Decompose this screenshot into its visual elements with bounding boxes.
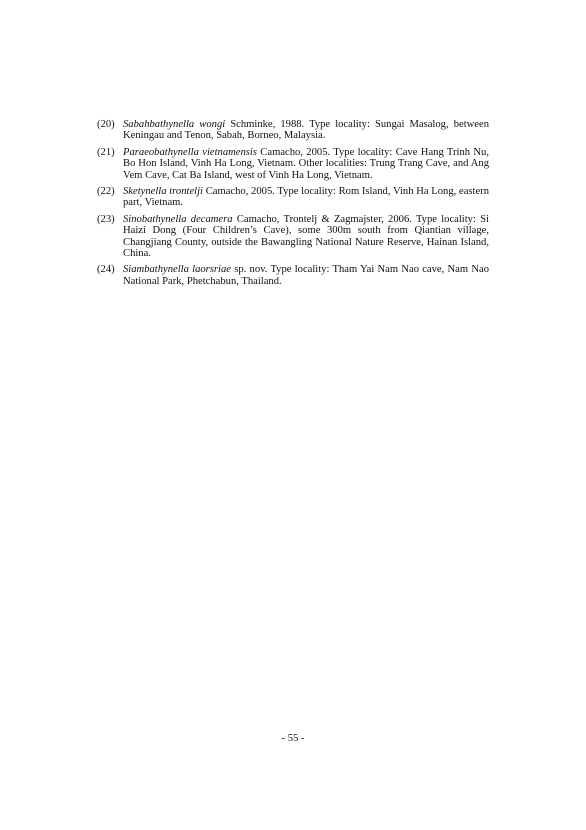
species-name: Sketynella trontelji — [123, 186, 203, 198]
list-item — [97, 147, 489, 181]
entry-number: (22) — [97, 186, 115, 198]
list-item — [97, 119, 489, 142]
entry-description: Camacho, Trontelj & Zagmajster, 2006. Type locality: Si Haizi Dong (Four Children’s Cave), some 300m south from Qiantian village, Changjiang County, outside the Bawangling National Nature Reserve, Hainan Island, China. — [123, 213, 489, 260]
entry-number: (21) — [97, 146, 115, 158]
entry-text — [123, 186, 489, 209]
list-item — [97, 214, 489, 260]
species-name: Sabahbathynella wongi — [123, 119, 226, 130]
entry-description: Schminke, 1988. Type locality: Sungai Masalog, between Keningau and Tenon, Sabah, Borneo, Malaysia. — [123, 119, 489, 142]
entry-number: (20) — [97, 119, 115, 130]
entry-description: Camacho, 2005. Type locality: Rom Island, Vinh Ha Long, eastern part, Vietnam. — [123, 186, 489, 209]
entry-number: (24) — [97, 264, 115, 276]
page-number: - 55 - — [281, 733, 305, 744]
entry-number: (23) — [97, 213, 115, 225]
entry-description: sp. nov. Type locality: Tham Yai Nam Nao cave, Nam Nao National Park, Phetchabun, Thailand. — [123, 264, 489, 287]
entry-text — [123, 264, 489, 287]
list-item — [97, 264, 489, 287]
species-list — [97, 119, 489, 292]
species-name: Siambathynella laorsriae — [123, 264, 231, 276]
entry-text — [123, 214, 489, 260]
entry-text — [123, 119, 489, 142]
entry-description: Camacho, 2005. Type locality: Cave Hang Trinh Nu, Bo Hon Island, Vinh Ha Long, Vietnam. Other localities: Trung Trang Cave, and Ang Vem Cave, Cat Ba Island, west of Vinh Ha Long, Vietnam. — [123, 146, 489, 181]
list-item — [97, 186, 489, 209]
species-name: Sinobathynella decamera — [123, 213, 233, 225]
species-name: Paraeobathynella vietnamensis — [123, 146, 257, 158]
entry-text — [123, 147, 489, 181]
